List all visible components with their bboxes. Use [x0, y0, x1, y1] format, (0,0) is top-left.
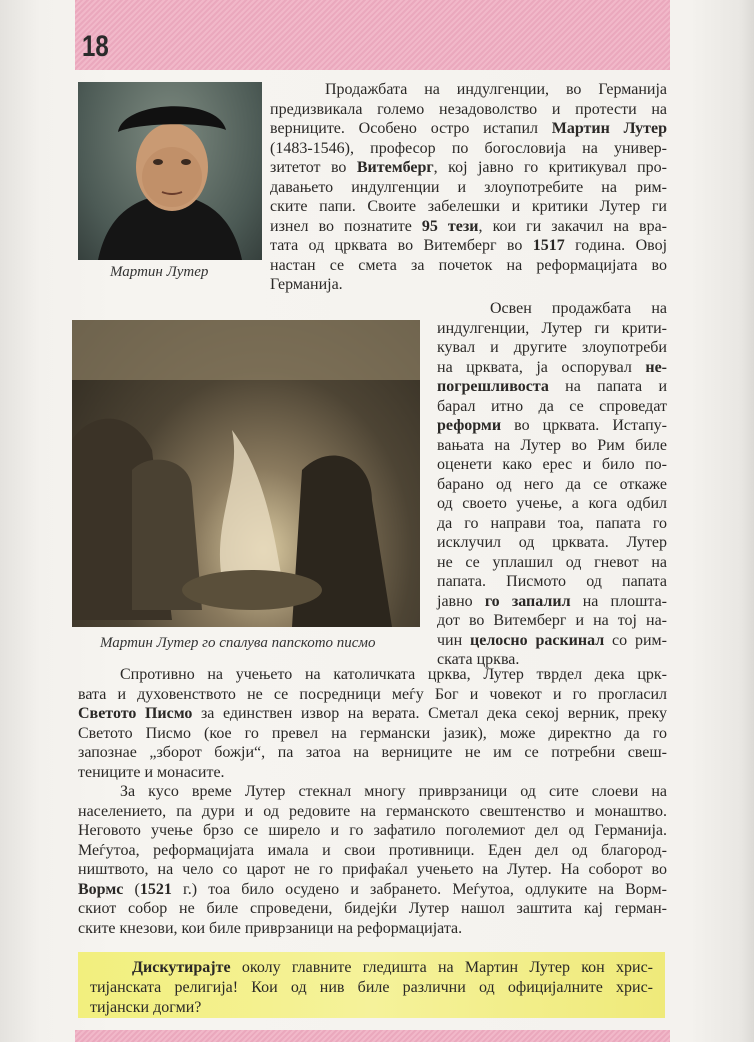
text-segment: ските кнезови, кои биле приврзаници на реформацијата. [78, 919, 463, 937]
text-segment: чин [437, 631, 470, 649]
text-line [78, 704, 667, 724]
text-line [437, 592, 667, 612]
text-line [78, 802, 667, 822]
paragraph-indulgences [270, 80, 667, 295]
text-line [90, 958, 653, 978]
text-line [78, 763, 667, 783]
text-line [78, 919, 667, 939]
bold-term: 1517 [532, 237, 565, 254]
text-line [437, 455, 667, 475]
text-line [437, 611, 667, 631]
text-segment: предизвикала големо незадоволство и протести на [270, 100, 667, 118]
text-line [78, 841, 667, 861]
text-segment: ските папи. Своите забелешки и критики Лутер ги [270, 198, 667, 215]
text-segment: тијански догми? [90, 999, 202, 1016]
text-segment: со рим- [604, 631, 667, 649]
text-segment: За кусо време Лутер стекнал многу приврзаници од сите слоеви на [120, 783, 667, 800]
text-segment: вањата на Лутер во Рим биле [437, 436, 667, 454]
text-segment: оценети како ерес и било по- [437, 456, 667, 473]
bold-term: Вормс [78, 880, 124, 898]
text-segment: на папата и [548, 378, 667, 395]
footer-band [75, 1030, 670, 1042]
text-line [437, 338, 667, 358]
text-line [78, 743, 667, 763]
paragraph-reformation-spread [78, 782, 667, 938]
text-line [90, 998, 653, 1018]
portrait-caption: Мартин Лутер [110, 264, 209, 280]
text-line [78, 899, 667, 919]
text-segment: населението, па дури и од редовите на германското свештенство и монаштво. [78, 802, 667, 820]
bold-term: Мартин Лутер [551, 120, 667, 137]
text-segment: , кои ги закачил на вра- [478, 217, 668, 235]
text-segment: кувал и другите злоупотреби [437, 339, 667, 356]
bold-term: го запалил [484, 592, 571, 610]
text-line [437, 533, 667, 553]
text-segment: јавно [437, 592, 485, 610]
text-segment: ( [123, 880, 140, 898]
text-line [270, 139, 667, 159]
text-segment: запознае „зборот божји“, па затоа на верниците не им се потребни свеш- [78, 744, 667, 761]
text-line [270, 256, 667, 276]
text-segment: Спротивно на учењето на католичката црква, Лутер тврдел дека црк- [120, 666, 667, 683]
text-line [437, 397, 667, 417]
text-line [270, 197, 667, 217]
text-segment: на плошта- [570, 592, 667, 610]
text-segment: индулгенции, Лутер ги крити- [437, 319, 667, 337]
text-line [437, 416, 667, 436]
text-line [437, 553, 667, 573]
text-segment: скиот собор не биле спроведени, бидејќи Лутер нашол заштита кај герман- [78, 900, 667, 917]
discussion-box [78, 952, 665, 1018]
text-line [437, 377, 667, 397]
text-line [270, 275, 667, 295]
text-line [437, 631, 667, 651]
text-line [270, 80, 667, 100]
text-line [270, 158, 667, 178]
burning-papal-bull-engraving [72, 320, 420, 627]
bold-term: Витемберг [356, 159, 434, 176]
text-line [78, 665, 667, 685]
bold-term: 95 тези [421, 217, 479, 235]
text-segment: околу главните гледишта на Мартин Лутер кон хрис- [230, 959, 653, 976]
text-segment: дот во Витемберг и на тој на- [437, 612, 667, 629]
text-line [437, 319, 667, 339]
text-line [437, 514, 667, 534]
text-line [437, 436, 667, 456]
paragraph-luther-teaching [78, 665, 667, 782]
text-segment: верниците. Особено остро истапил [270, 120, 552, 137]
text-segment: ништвото, на чело со царот не го прифаќал учењето на Лутер. На соборот во [78, 861, 667, 878]
text-segment: давањето индулгенции и злоупотребите на рим- [270, 178, 667, 196]
text-segment: тениците и монасите. [78, 763, 225, 781]
text-line [270, 100, 667, 120]
text-segment: Освен продажбата на [490, 300, 667, 317]
text-segment: Меѓутоа, реформацијата имала и свои противници. Еден дел од благород- [78, 841, 667, 859]
text-segment: барано од него да се откаже [437, 475, 667, 493]
text-segment: за единствен извор на верата. Сметал дека секој верник, преку [192, 705, 667, 722]
text-segment: од своето учење, а кога одбил [437, 495, 667, 512]
text-line [437, 358, 667, 378]
page-number: 18 [82, 30, 109, 63]
text-segment: тата од црквата во Витемберг во [270, 237, 533, 254]
text-segment: не се уплашил од гневот на [437, 553, 667, 571]
bold-term: целосно раскинал [470, 631, 605, 649]
bold-term: 1521 [139, 880, 172, 898]
text-segment: изнел во познатите [270, 217, 422, 235]
bold-term: не- [645, 358, 667, 376]
text-segment: Светото Писмо (кое го превел на германски јазик), може директно да го [78, 724, 667, 742]
text-line [270, 178, 667, 198]
text-line [90, 978, 653, 998]
text-segment: барал итно да се спроведат [437, 397, 667, 415]
text-segment: Неговото учење брзо се ширело и го зафатило поголемиот дел од Германија. [78, 822, 667, 839]
text-line [437, 475, 667, 495]
martin-luther-portrait [78, 82, 262, 260]
text-segment: настан се смета за почеток на реформацијата во [270, 256, 667, 274]
text-segment: зитетот во [270, 159, 357, 176]
text-segment: Германија. [270, 276, 343, 293]
text-line [78, 880, 667, 900]
text-segment: , кој јавно го критикувал про- [433, 159, 667, 176]
text-line [437, 299, 667, 319]
bold-term: реформи [437, 417, 502, 434]
text-line [270, 217, 667, 237]
text-segment: да го направи тоа, папата го [437, 514, 667, 532]
text-line [437, 572, 667, 592]
text-segment: година. Овој [564, 237, 668, 254]
header-band [75, 0, 670, 70]
text-segment: (1483-1546), професор по богословија на универ- [270, 139, 667, 157]
text-line [270, 236, 667, 256]
text-line [78, 821, 667, 841]
bold-term: погрешливоста [437, 378, 549, 395]
text-segment: г.) тоа било осудено и забрането. Меѓутоа, одлуките на Ворм- [171, 880, 667, 898]
bold-term: Дискутирајте [132, 959, 231, 976]
bold-term: Светото Писмо [78, 705, 193, 722]
text-line [437, 494, 667, 514]
text-segment: Продажбата на индулгенции, во Германија [325, 81, 667, 98]
text-segment: на црквата, ја оспорувал [437, 358, 646, 376]
paragraph-luther-criticism [437, 299, 667, 670]
text-line [270, 119, 667, 139]
text-line [78, 782, 667, 802]
text-line [78, 685, 667, 705]
text-segment: во црквата. Истапу- [501, 417, 667, 434]
text-segment: ската црква. [437, 651, 520, 668]
text-line [78, 860, 667, 880]
text-segment: тијанската религија! Кои од нив биле различни од официјалните хрис- [90, 979, 653, 996]
text-segment: исклучил од црквата. Лутер [437, 534, 667, 551]
text-segment: папата. Писмото од папата [437, 573, 667, 590]
text-segment: вата и духовенството не се посредници меѓу Бог и човекот и го прогласил [78, 685, 667, 703]
text-line [78, 724, 667, 744]
engraving-caption: Мартин Лутер го спалува папското писмо [100, 635, 376, 651]
